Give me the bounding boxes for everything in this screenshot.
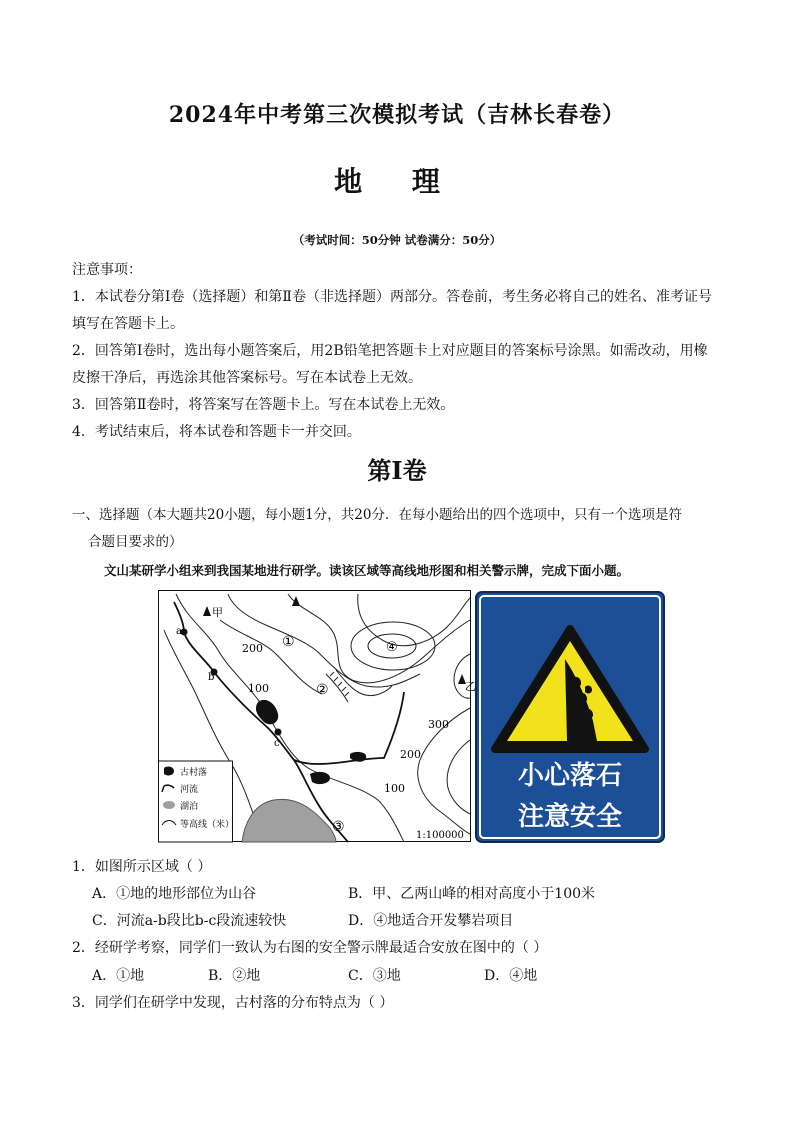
contour-map xyxy=(158,590,476,843)
point-b-label: b xyxy=(208,672,215,683)
sign-text-line1: 小心落石 xyxy=(517,761,623,791)
section-title: 第Ⅰ卷 xyxy=(367,456,427,485)
peak-yi-label: 乙 xyxy=(465,680,476,693)
notice-item-3: 3．回答第Ⅱ卷时，将答案写在答题卡上。写在本试卷上无效。 xyxy=(72,397,455,413)
map-scale: 1:100000 xyxy=(416,830,464,841)
question-1-stem: 1．如图所示区域（ ） xyxy=(72,859,212,875)
point-c-label: c xyxy=(274,738,280,749)
exam-title: 2024年中考第三次模拟考试（吉林长春卷） xyxy=(168,102,626,128)
legend-river: 河流 xyxy=(180,785,199,795)
question-2-stem: 2．经研学考察，同学们一致认为右图的安全警示牌最适合安放在图中的（ ） xyxy=(72,940,548,956)
contour-100-left: 100 xyxy=(248,682,269,695)
peak-jia-label: 甲 xyxy=(212,606,223,619)
point-a-label: a xyxy=(176,626,182,637)
notice-heading: 注意事项： xyxy=(72,262,142,278)
notice-item-4: 4．考试结束后，将本试卷和答题卡一并交回。 xyxy=(72,424,361,440)
sign-text-line2: 注意安全 xyxy=(517,802,623,832)
question-1-option-c: C．河流a-b段比b-c段流速较快 xyxy=(92,913,287,929)
contour-200-left: 200 xyxy=(242,642,263,655)
question-1-option-b: B．甲、乙两山峰的相对高度小于100米 xyxy=(348,886,596,902)
question-1-option-d: D．④地适合开发攀岩项目 xyxy=(348,913,514,929)
notice-item-2: 2．回答第Ⅰ卷时，选出每小题答案后，用2B铅笔把答题卡上对应题目的答案标号涂黑。如需改动，用橡 xyxy=(72,343,708,359)
question-2-option-a: A．①地 xyxy=(92,968,145,984)
legend-lake: 湖泊 xyxy=(180,802,199,812)
region-3-label: ③ xyxy=(332,819,345,835)
notice-item-1: 1．本试卷分第Ⅰ卷（选择题）和第Ⅱ卷（非选择题）两部分。答卷前，考生务必将自己的姓名、准考证号 xyxy=(72,289,712,305)
region-1-label: ① xyxy=(282,634,295,650)
question-context: 文山某研学小组来到我国某地进行研学。读该区域等高线地形图和相关警示牌，完成下面小题。 xyxy=(104,563,630,578)
contour-300-right: 300 xyxy=(428,718,449,731)
question-3-stem: 3．同学们在研学中发现，古村落的分布特点为（ ） xyxy=(72,995,394,1011)
section-intro-cont: 合题目要求的） xyxy=(88,534,183,550)
section-intro: 一、选择题（本大题共20小题，每小题1分，共20分．在每小题给出的四个选项中，只有一个选项是符 xyxy=(72,507,682,523)
question-2-option-b: B．②地 xyxy=(208,968,261,984)
region-2-label: ② xyxy=(316,682,329,698)
question-1-option-a: A．①地的地形部位为山谷 xyxy=(92,886,257,902)
rockfall-warning-sign xyxy=(475,591,665,843)
question-2-option-c: C．③地 xyxy=(348,968,401,984)
notice-item-1-cont: 填写在答题卡上。 xyxy=(72,316,184,332)
legend-village: 古村落 xyxy=(180,768,208,778)
question-2-option-d: D．④地 xyxy=(484,968,538,984)
subject-title: 地 理 xyxy=(334,165,460,198)
legend-contour: 等高线（米） xyxy=(180,820,235,830)
contour-100-right: 100 xyxy=(384,782,405,795)
region-4-label: ④ xyxy=(386,640,398,655)
contour-200-right: 200 xyxy=(400,748,421,761)
exam-info: （考试时间：50分钟 试卷满分：50分） xyxy=(292,233,502,247)
notice-item-2-cont: 皮擦干净后，再选涂其他答案标号。写在本试卷上无效。 xyxy=(72,370,422,386)
